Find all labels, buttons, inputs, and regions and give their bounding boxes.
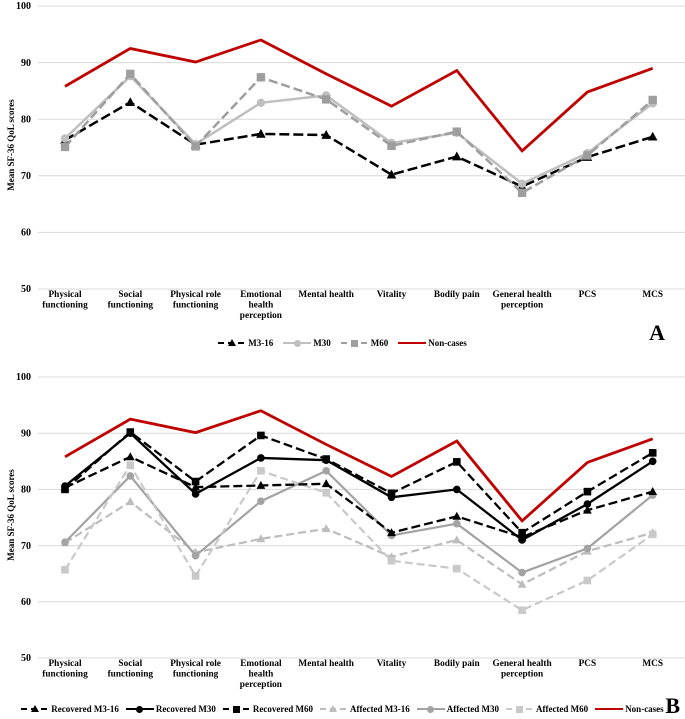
legend-label: Affected M3-16 <box>349 704 410 714</box>
x-category-label: Bodily pain <box>433 659 480 669</box>
data-point-affected-m30 <box>192 552 200 560</box>
series-line-recovered-m30 <box>65 433 653 540</box>
legend-item-recovered-m60 <box>223 704 313 714</box>
legend-a <box>0 338 685 348</box>
legend-item-recovered-m30 <box>126 704 216 714</box>
legend-label: Affected M30 <box>446 704 499 714</box>
x-category-label: Physical role functioning <box>170 290 221 311</box>
square-marker-icon <box>223 705 251 714</box>
x-category-label: Vitality <box>376 659 407 669</box>
data-point-recovered-m60 <box>518 529 526 537</box>
data-point-m60 <box>126 70 134 78</box>
data-point-affected-m60 <box>518 606 526 614</box>
data-point-recovered-m60 <box>257 432 265 440</box>
legend-label: Non-cases <box>428 338 467 348</box>
y-tick-label: 80 <box>21 114 31 126</box>
data-point-recovered-m3-16 <box>322 479 331 487</box>
x-category-label: MCS <box>642 659 664 669</box>
legend-item-affected-m30 <box>417 704 499 714</box>
data-point-m3-16 <box>648 132 658 141</box>
series-line-affected-m60 <box>65 465 653 610</box>
data-point-affected-m60 <box>192 572 200 580</box>
data-point-m3-16 <box>126 97 136 106</box>
triangle-glyph <box>329 705 337 712</box>
data-point-affected-m60 <box>584 577 592 585</box>
legend-label: M3-16 <box>248 338 274 348</box>
data-point-affected-m60 <box>453 565 461 573</box>
legend-item-non-cases <box>595 704 664 714</box>
data-point-recovered-m3-16 <box>452 512 461 520</box>
data-point-m60 <box>387 142 395 150</box>
data-point-affected-m3-16 <box>126 497 135 505</box>
x-category-label: Bodily pain <box>433 290 480 300</box>
data-point-affected-m30 <box>518 569 526 577</box>
data-point-affected-m60 <box>127 461 135 469</box>
panel-letter-a: A <box>649 320 665 345</box>
data-point-affected-m60 <box>388 557 396 565</box>
data-point-recovered-m30 <box>453 486 461 494</box>
x-category-label: General health perception <box>492 659 552 680</box>
x-category-label: Emotional health perception <box>239 290 282 321</box>
y-tick-label: 100 <box>16 372 31 384</box>
square-glyph <box>351 340 358 347</box>
y-tick-label: 90 <box>21 57 31 69</box>
data-point-affected-m60 <box>61 566 69 574</box>
chart-b-plot-area <box>0 360 685 719</box>
x-category-label: Mental health <box>298 290 354 300</box>
x-category-label: Social functioning <box>107 290 154 311</box>
x-category-label: PCS <box>578 659 597 669</box>
data-point-affected-m60 <box>322 489 330 497</box>
circle-marker-icon <box>283 339 311 348</box>
triangle-glyph <box>228 339 236 346</box>
circle-marker-icon <box>126 705 154 714</box>
data-point-m30 <box>518 180 526 188</box>
square-glyph <box>233 706 240 713</box>
data-point-affected-m30 <box>453 520 461 528</box>
line-swatch <box>595 705 623 714</box>
data-point-m3-16 <box>452 152 462 161</box>
triangle-marker-icon <box>21 705 49 714</box>
data-point-recovered-m30 <box>192 490 200 498</box>
data-point-affected-m30 <box>584 545 592 553</box>
square-marker-icon <box>341 339 369 348</box>
legend-label: M30 <box>313 338 331 348</box>
y-tick-label: 70 <box>21 540 31 552</box>
data-point-recovered-m60 <box>388 490 396 498</box>
circle-glyph <box>294 340 301 347</box>
series-line-recovered-m3-16 <box>65 457 653 537</box>
data-point-recovered-m30 <box>257 454 265 462</box>
series-line-non-cases <box>65 40 653 151</box>
x-category-label: Mental health <box>298 659 354 669</box>
data-point-recovered-m60 <box>127 428 135 436</box>
legend-label: Recovered M3-16 <box>51 704 119 714</box>
legend-item-m60 <box>341 338 389 348</box>
y-tick-label: 50 <box>21 284 31 296</box>
data-point-recovered-m30 <box>518 536 526 544</box>
square-glyph <box>516 706 523 713</box>
legend-item-m3-16 <box>218 338 273 348</box>
legend-label: Recovered M60 <box>252 704 313 714</box>
legend-label: Affected M60 <box>535 704 589 714</box>
x-category-label: Emotional health perception <box>239 659 282 690</box>
data-point-m60 <box>322 95 330 103</box>
data-point-m60 <box>649 96 657 104</box>
legend-label: M60 <box>370 338 389 348</box>
legend-item-affected-m3-16 <box>320 704 410 714</box>
y-tick-label: 60 <box>21 227 31 239</box>
data-point-recovered-m3-16 <box>648 487 657 495</box>
circle-glyph <box>427 706 434 713</box>
data-point-recovered-m60 <box>649 449 657 457</box>
series-line-m3-16 <box>65 102 653 186</box>
data-point-affected-m3-16 <box>452 535 461 543</box>
triangle-marker-icon <box>218 339 246 348</box>
legend-label: Non-cases <box>625 704 664 714</box>
data-point-recovered-m60 <box>453 458 461 466</box>
legend-label: Recovered M30 <box>155 704 216 714</box>
data-point-recovered-m60 <box>192 478 200 486</box>
data-point-recovered-m30 <box>649 458 657 466</box>
triangle-marker-icon <box>320 705 348 714</box>
data-point-m60 <box>61 143 69 151</box>
x-category-label: Physical functioning <box>42 659 88 680</box>
legend-item-affected-m60 <box>506 704 588 714</box>
circle-marker-icon <box>417 705 445 714</box>
y-tick-label: 80 <box>21 484 31 496</box>
data-point-affected-m30 <box>61 538 69 546</box>
data-point-affected-m30 <box>127 472 135 480</box>
y-axis-title-b: Mean SF-36 QoL scores <box>6 469 16 561</box>
data-point-m60 <box>518 189 526 197</box>
data-point-recovered-m30 <box>584 500 592 508</box>
x-category-label: Vitality <box>376 290 407 300</box>
y-tick-label: 50 <box>21 653 31 665</box>
square-marker-icon <box>506 705 534 714</box>
x-category-label: General health perception <box>492 290 552 311</box>
triangle-glyph <box>31 705 39 712</box>
series-line-m60 <box>65 74 653 193</box>
legend-item-m30 <box>283 338 331 348</box>
y-tick-label: 60 <box>21 597 31 608</box>
circle-glyph <box>136 706 143 713</box>
line-swatch <box>398 339 426 348</box>
series-line-affected-m3-16 <box>65 502 653 585</box>
x-category-label: PCS <box>578 290 597 300</box>
y-tick-label: 70 <box>21 171 31 182</box>
y-axis-title-a: Mean SF-36 QoL scores <box>6 99 16 191</box>
legend-item-recovered-m3-16 <box>21 704 119 714</box>
data-point-affected-m60 <box>649 531 657 539</box>
data-point-m30 <box>257 99 265 107</box>
data-point-recovered-m60 <box>322 455 330 463</box>
data-point-recovered-m60 <box>584 488 592 496</box>
data-point-affected-m60 <box>257 467 265 475</box>
x-category-label: Physical role functioning <box>170 659 221 680</box>
data-point-recovered-m3-16 <box>126 452 135 460</box>
x-category-label: Physical functioning <box>42 290 88 311</box>
panel-letter-b: B <box>665 693 680 718</box>
data-point-m60 <box>453 127 461 135</box>
legend-item-non-cases <box>398 338 467 348</box>
data-point-m60 <box>583 151 591 159</box>
series-line-affected-m30 <box>65 471 653 573</box>
data-point-affected-m30 <box>257 497 265 505</box>
data-point-m60 <box>257 73 265 81</box>
y-tick-label: 90 <box>21 428 31 440</box>
panel-b <box>0 360 685 719</box>
data-point-recovered-m60 <box>61 486 69 494</box>
y-tick-label: 100 <box>16 1 31 13</box>
x-category-label: Social functioning <box>107 659 154 680</box>
data-point-m30 <box>61 134 69 142</box>
data-point-m60 <box>191 142 199 150</box>
legend-b <box>0 704 685 714</box>
data-point-affected-m30 <box>322 467 330 475</box>
x-category-label: MCS <box>642 290 664 300</box>
